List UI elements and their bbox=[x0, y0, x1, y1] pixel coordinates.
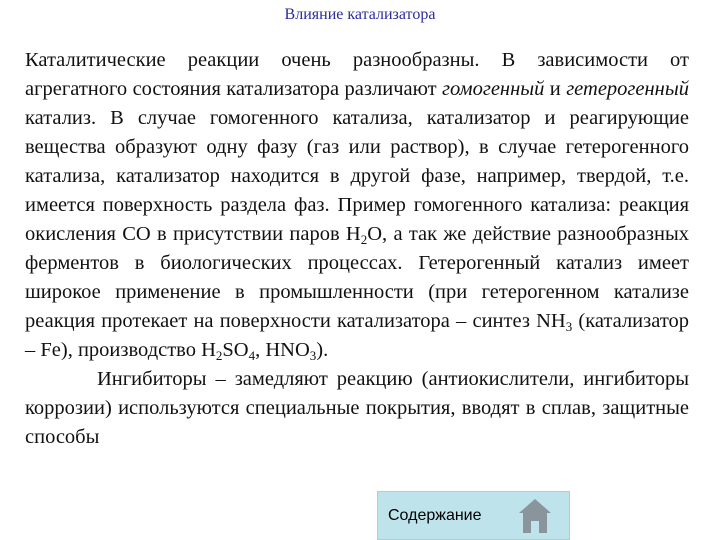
term-homogeneous: гомогенный bbox=[442, 78, 545, 100]
paragraph-inhibitors: Ингибиторы – замедляют реакцию (антиокислители, ингибиторы коррозии) используются специальные покрытия, вводят в сплав, защитные способы bbox=[25, 368, 689, 448]
paragraph-catalysis-types: Каталитические реакции очень разнообразны. В зависимости от агрегатного состояния катализатора различают гомогенный и гетерогенный катализ. В случае гомогенного катализа, катализатор и реагирующие вещества образуют одну фазу (газ или раствор), в случае гетерогенного катализа, катализатор находится в другой фазе, например, твердой, т.е. имеется поверхность раздела фаз. Пример гомогенного катализа: реакция окисления CO в присутствии паров $H_2O$, а так же действие разнообразных ферментов в биологических процессах. Гетерогенный катализ имеет широкое применение в промышленности (при гетерогенном катализе реакция протекает на поверхности катализатора – синтез $NH_3$ (катализатор – Fe), производство $H_2SO_4$, $HNO_3$). bbox=[25, 49, 690, 363]
contents-button-label: Содержание bbox=[388, 506, 482, 524]
term-heterogeneous: гетерогенный bbox=[566, 78, 689, 100]
body-text bbox=[25, 46, 689, 452]
slide-title: Влияние катализатора bbox=[284, 6, 436, 23]
home-icon[interactable] bbox=[517, 497, 553, 535]
contents-button[interactable] bbox=[377, 491, 570, 540]
